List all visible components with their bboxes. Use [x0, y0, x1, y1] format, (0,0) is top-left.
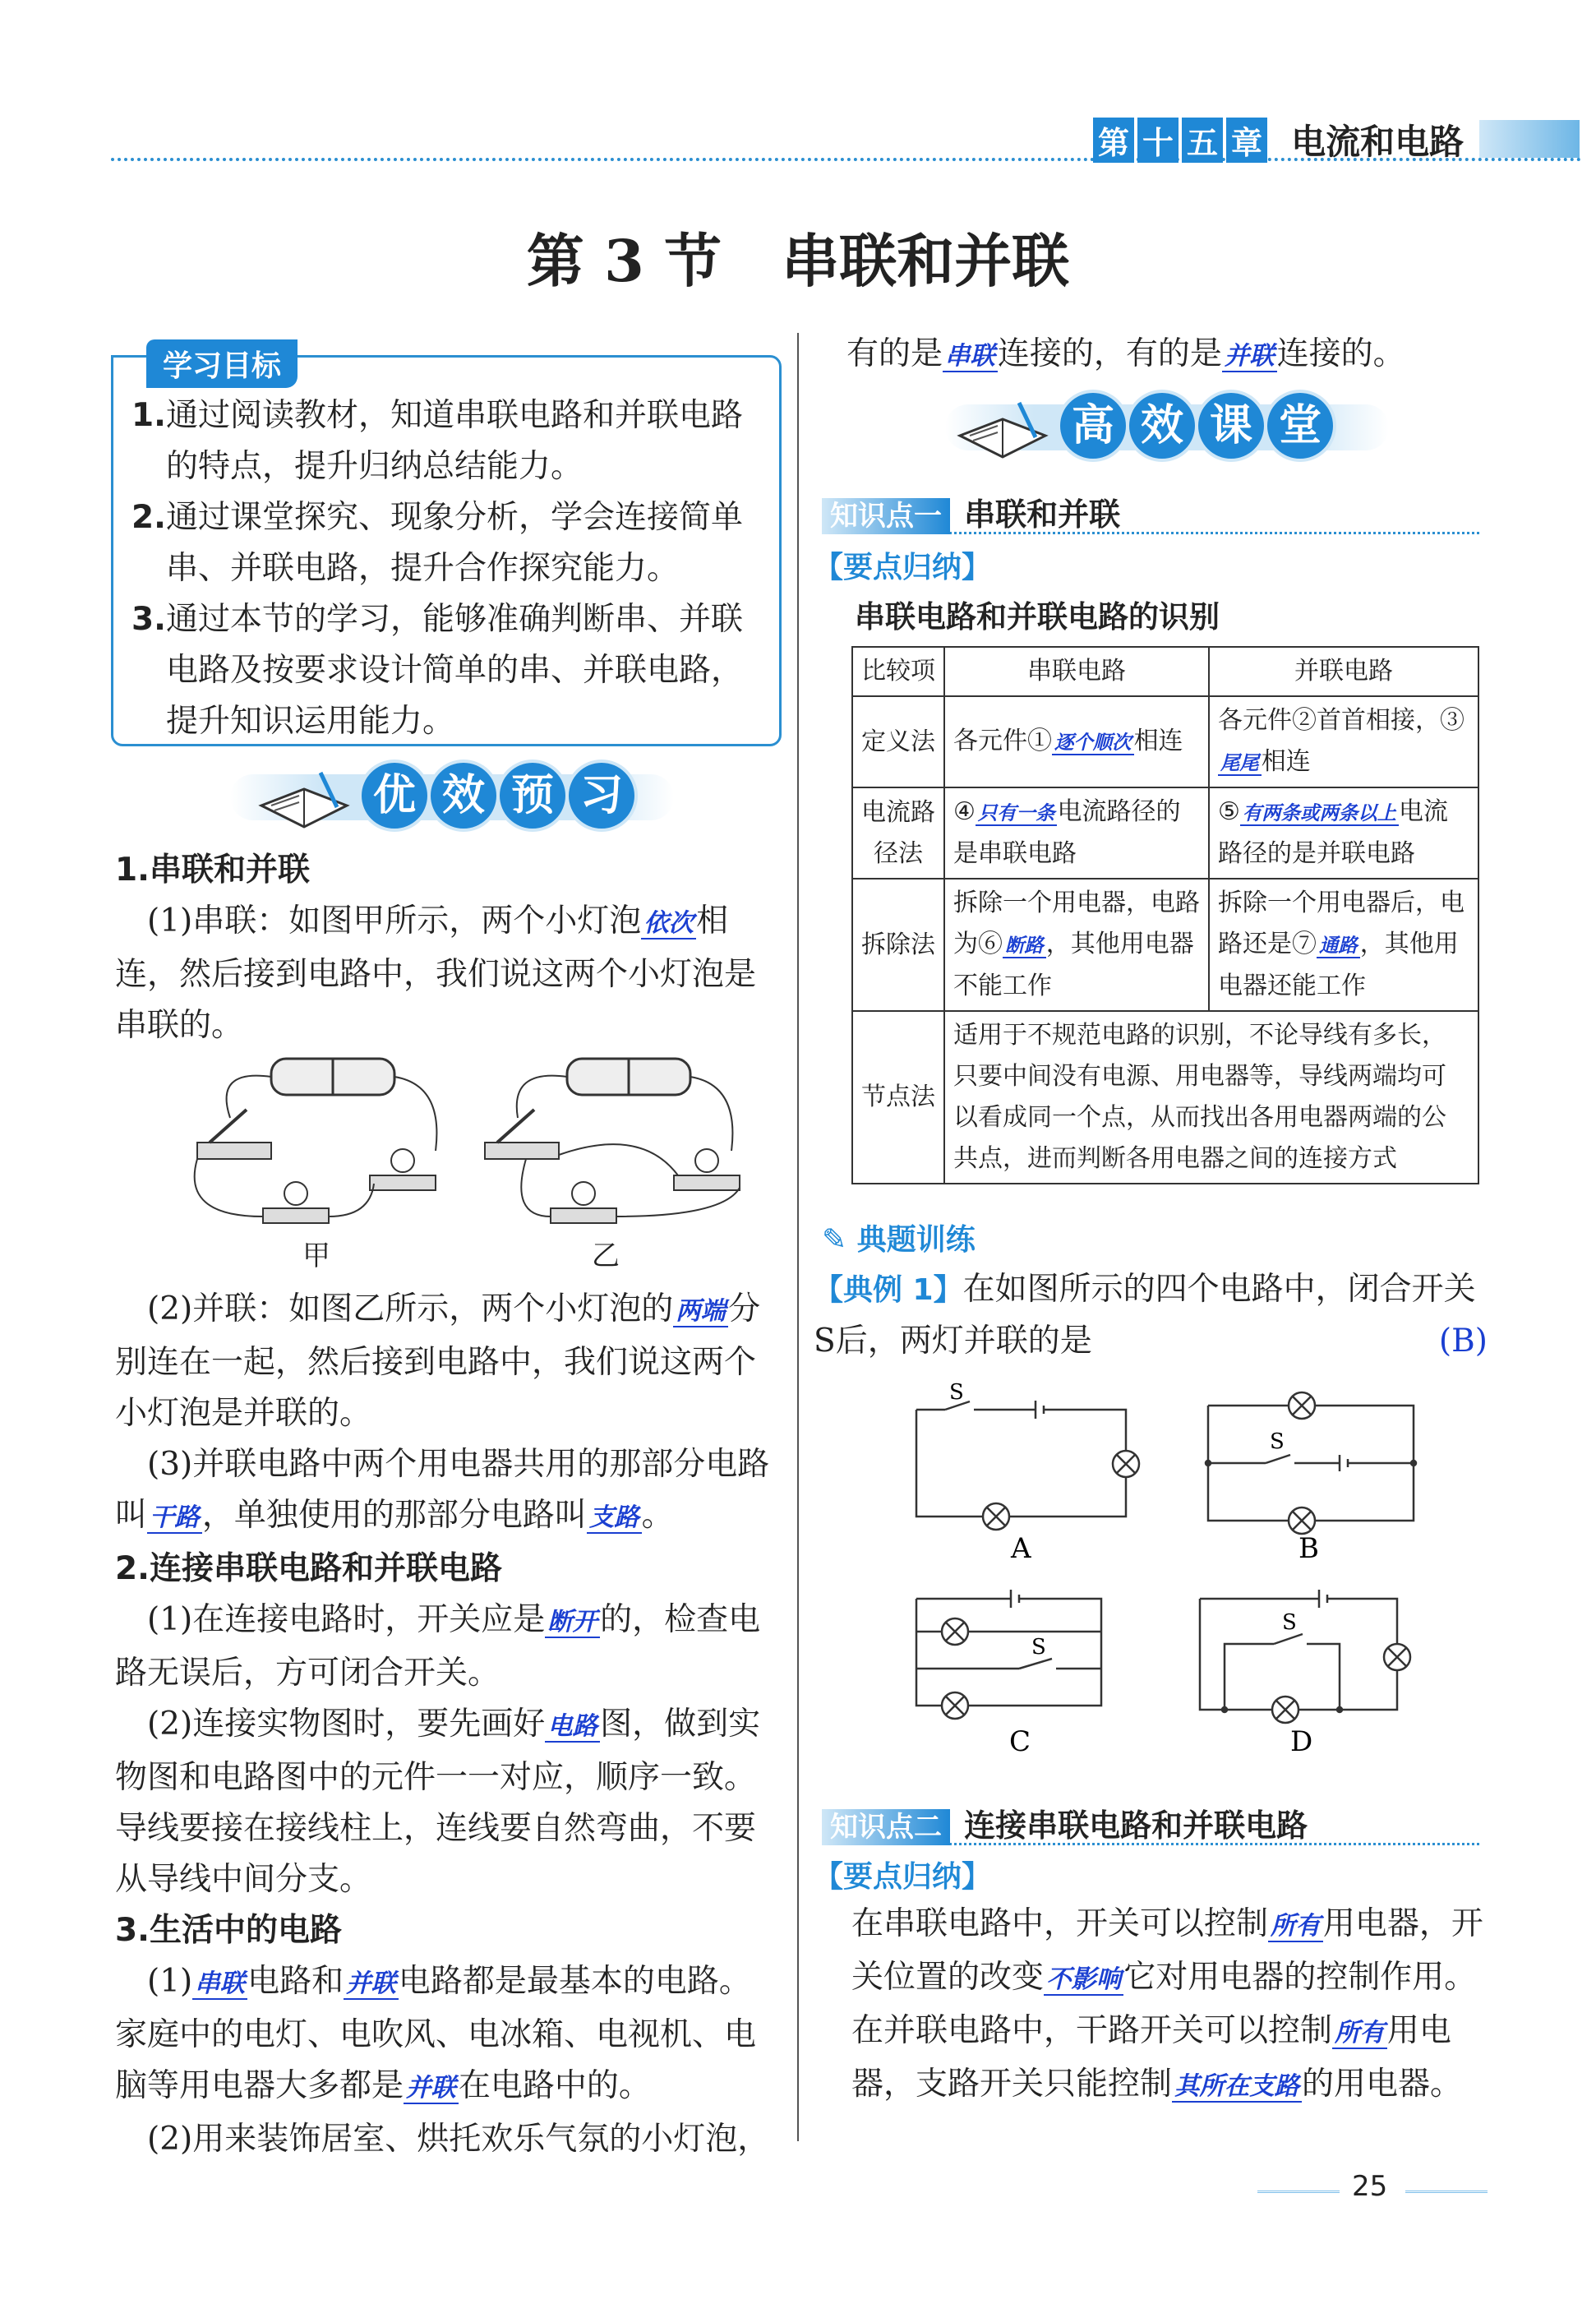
answer: 并联: [1222, 342, 1277, 372]
text-span: 它对用电器的控制作用。在并联电路中，干路开关可以控制: [851, 1959, 1477, 2049]
text-span: 1.: [131, 397, 166, 434]
preview-heading-2: 2.连接串联电路和并联电路: [115, 1550, 502, 1587]
circuit-c: [916, 1590, 1101, 1719]
right-continuation: [846, 329, 1520, 382]
example-1: [814, 1264, 1488, 1367]
text-span: 的用电器。: [1302, 2066, 1463, 2103]
circuit-b-label: B: [1298, 1532, 1319, 1565]
answer: 有两条或两条以上: [1240, 801, 1399, 826]
text-span: 在电路中的。: [458, 2067, 651, 2104]
text-span: 图，做到实物图和电路图中的元件一一对应，顺序一致。导线要接在接线柱上，连线要自然弯曲，不要从导线中间分支。: [115, 1706, 761, 1898]
circuit-a: [916, 1401, 1139, 1530]
switch-label: S: [1270, 1429, 1285, 1454]
answer: 并联: [344, 1969, 399, 2000]
preview-content-2: [115, 1284, 777, 2165]
circuit-b: [1206, 1392, 1416, 1534]
preview-para-3: [115, 1439, 777, 1544]
banner-char: 课: [1198, 393, 1264, 459]
text-span: 的，检查电路无误后，方可闭合开关。: [115, 1601, 761, 1692]
chapter-char: 十: [1137, 118, 1179, 163]
preview-banner: [230, 756, 674, 838]
chapter-char: 五: [1182, 118, 1223, 163]
text-span: ，单独使用的那部分电路叫: [201, 1497, 587, 1534]
summary2-label: 【要点归纳】: [814, 1860, 992, 1894]
kp2-header: [822, 1800, 1479, 1845]
preview-para-2: [115, 1284, 777, 1439]
answer: 串联: [192, 1969, 247, 2000]
preview-heading-1: 1.串联和并联: [115, 852, 310, 889]
answer: 串联: [943, 342, 998, 372]
page-number-line-right: [1405, 2191, 1488, 2193]
text-span: 比较项: [852, 647, 944, 696]
text-span: (2)并联：如图乙所示，两个小灯泡的: [147, 1290, 674, 1327]
kp2-label: 知识点二: [822, 1809, 950, 1845]
answer: 依次: [641, 909, 696, 940]
preview-para-6: [115, 1956, 777, 2114]
text-span: 电路和: [247, 1963, 344, 2000]
figure-yi-label: 乙: [592, 1240, 620, 1272]
text-span: 适用于不规范电路的识别，不论导线有多长，只要中间没有电源、用电器等，导线两端均可以看成同一个点，从而找出各用电器两端的公共点，进而判断各用电器之间的连接方式: [944, 1011, 1478, 1184]
text-span: (1): [147, 1963, 193, 2000]
text-span: 在如图所示的四个电路中，闭合开关S后，两灯并联的是: [814, 1271, 1476, 1360]
page-number: 25: [1352, 2170, 1388, 2203]
preview-para-4: [115, 1595, 777, 1699]
classroom-banner: [945, 386, 1389, 469]
goals-box: [111, 349, 782, 746]
preview-para-5: [115, 1699, 777, 1905]
switch-label: S: [1282, 1610, 1297, 1635]
header-chapter-tag: [1093, 115, 1465, 162]
text-span: 相连: [1261, 747, 1311, 776]
text-span: ，其他用电器还能工作: [1218, 930, 1459, 1000]
feather-icon: ✎: [822, 1223, 847, 1257]
column-divider: [797, 333, 799, 2141]
kp2-title: 连接串联电路和并联电路: [964, 1807, 1308, 1844]
text-span: 各元件②首首相接，③: [1218, 706, 1465, 735]
text-span: 典题训练: [856, 1223, 976, 1257]
page-number-line-left: [1257, 2191, 1340, 2193]
figure-yi: [477, 1052, 756, 1241]
answer: 两端: [673, 1297, 728, 1327]
kp1-header: [822, 489, 1479, 534]
circuit-d-label: D: [1290, 1725, 1313, 1758]
text-span: (2)连接实物图时，要先画好: [147, 1706, 546, 1743]
text-span: 串联电路: [944, 647, 1209, 696]
book-pen-icon: [255, 756, 353, 835]
answer: 逐个顺次: [1052, 731, 1134, 755]
text-span: 电流路径的是串联电路: [953, 797, 1181, 868]
preview-heading-3: 3.生活中的电路: [115, 1912, 342, 1949]
answer: 所有: [1268, 1912, 1323, 1942]
goal-item: [131, 390, 764, 492]
table-row: [852, 1011, 1478, 1184]
answer: 通路: [1317, 934, 1360, 958]
banner-char: 高: [1060, 393, 1126, 459]
text-span: 有的是: [846, 335, 943, 372]
kp2-paragraph: [851, 1899, 1484, 2112]
text-span: 拆除一个用电器，电路为⑥: [953, 889, 1200, 958]
text-span: 电路都是最基本的电路。家庭中的电灯、电吹风、电冰箱、电视机、电脑等用电器大多都是: [115, 1963, 757, 2104]
figure-jia-label: 甲: [302, 1240, 330, 1272]
comparison-table: [851, 646, 1479, 1184]
switch-label: S: [1031, 1635, 1046, 1660]
preview-para-7: (2)用来装饰居室、烘托欢乐气氛的小灯泡，: [147, 2121, 770, 2158]
section-title: 第 3 节 串联和并联: [526, 227, 1070, 295]
answer: 并联: [404, 2074, 459, 2104]
circuit-d: [1200, 1590, 1410, 1723]
goal-item: [131, 492, 764, 594]
text-span: 通过本节的学习，能够准确判断串、并联电路及按要求设计简单的串、并联电路，提升知识运用能力。: [165, 601, 743, 740]
table-title: 串联电路和并联电路的识别: [855, 599, 1220, 635]
answer: 尾尾: [1218, 751, 1262, 776]
answer: 断开: [545, 1608, 600, 1638]
answer: 断路: [1003, 934, 1046, 958]
goals-label: 学习目标: [146, 339, 298, 388]
header-bar: [1479, 120, 1580, 158]
preview-para-1: [115, 896, 777, 1051]
answer: 所有: [1332, 2019, 1387, 2049]
goal-item: [131, 594, 764, 747]
text-span: 用电器，支路开关只能控制: [851, 2012, 1451, 2103]
circuit-c-label: C: [1009, 1725, 1031, 1758]
text-span: 电流路径的是并联电路: [1218, 797, 1449, 868]
table-row: [852, 696, 1478, 787]
banner-char: 效: [1129, 393, 1195, 459]
text-span: (1)在连接电路时，开关应是: [147, 1601, 546, 1638]
figure-jia: [181, 1052, 452, 1241]
text-span: 通过课堂探究、现象分析，学会连接简单串、并联电路，提升合作探究能力。: [165, 499, 743, 587]
text-span: 【典例 1】: [814, 1273, 963, 1307]
goals-list: [131, 390, 764, 747]
preview-content: [115, 845, 777, 1051]
circuit-diagrams: [896, 1381, 1471, 1784]
text-span: 定义法: [852, 696, 944, 787]
text-span: 用电器，开关位置的改变: [851, 1905, 1483, 1996]
text-span: ⑤: [1218, 797, 1240, 826]
text-span: 连接的，有的是: [997, 335, 1222, 372]
text-span: 拆除法: [852, 879, 944, 1011]
kp1-label: 知识点一: [822, 498, 950, 534]
text-span: 拆除一个用电器后，电路还是⑦: [1218, 889, 1465, 958]
banner-char: 堂: [1267, 393, 1333, 459]
banner-char: 效: [431, 763, 496, 829]
chapter-title: 电流和电路: [1291, 122, 1465, 162]
answer: 只有一条: [976, 801, 1058, 826]
kp1-title: 串联和并联: [964, 496, 1121, 533]
example-answer: (B): [1438, 1323, 1488, 1360]
answer: 其所在支路: [1172, 2072, 1302, 2103]
banner-char: 优: [362, 763, 427, 829]
summary-label: 【要点归纳】: [814, 551, 992, 584]
text-span: 3.: [131, 601, 166, 638]
text-span: 并联电路: [1209, 647, 1478, 696]
table-row: [852, 879, 1478, 1011]
switch-label: S: [949, 1381, 964, 1405]
circuit-a-label: A: [1011, 1532, 1031, 1565]
banner-char: 预: [500, 763, 565, 829]
answer: 不影响: [1044, 1965, 1123, 1996]
text-span: ④: [953, 797, 976, 826]
text-span: 通过阅读教材，知道串联电路和并联电路的特点，提升归纳总结能力。: [165, 397, 743, 485]
text-span: (1)串联：如图甲所示，两个小灯泡: [147, 903, 642, 940]
answer: 支路: [587, 1503, 642, 1534]
answer: 干路: [147, 1503, 202, 1534]
text-span: 2.: [131, 499, 166, 536]
banner-char: 习: [569, 763, 634, 829]
text-span: 。: [641, 1497, 674, 1534]
chapter-char: 第: [1093, 118, 1134, 163]
book-pen-icon: [953, 386, 1052, 465]
text-span: 相连: [1133, 727, 1183, 755]
answer: 电路: [545, 1712, 600, 1743]
text-span: ，其他用电器不能工作: [953, 930, 1194, 1000]
table-row: [852, 787, 1478, 879]
practice-header: [822, 1217, 976, 1258]
chapter-char: 章: [1226, 118, 1267, 163]
text-span: (3)并联电路中两个用电器共用的那部分电路叫: [115, 1446, 770, 1534]
text-span: 相连，然后接到电路中，我们说这两个小灯泡是串联的。: [115, 903, 757, 1044]
text-span: 各元件①: [953, 727, 1052, 755]
text-span: 连接的。: [1276, 335, 1405, 372]
text-span: 节点法: [852, 1011, 944, 1184]
text-span: 分别连在一起，然后接到电路中，我们说这两个小灯泡是并联的。: [115, 1290, 761, 1432]
text-span: 电流路径法: [852, 787, 944, 879]
table-header-row: [852, 647, 1478, 696]
text-span: 在串联电路中，开关可以控制: [851, 1905, 1269, 1942]
